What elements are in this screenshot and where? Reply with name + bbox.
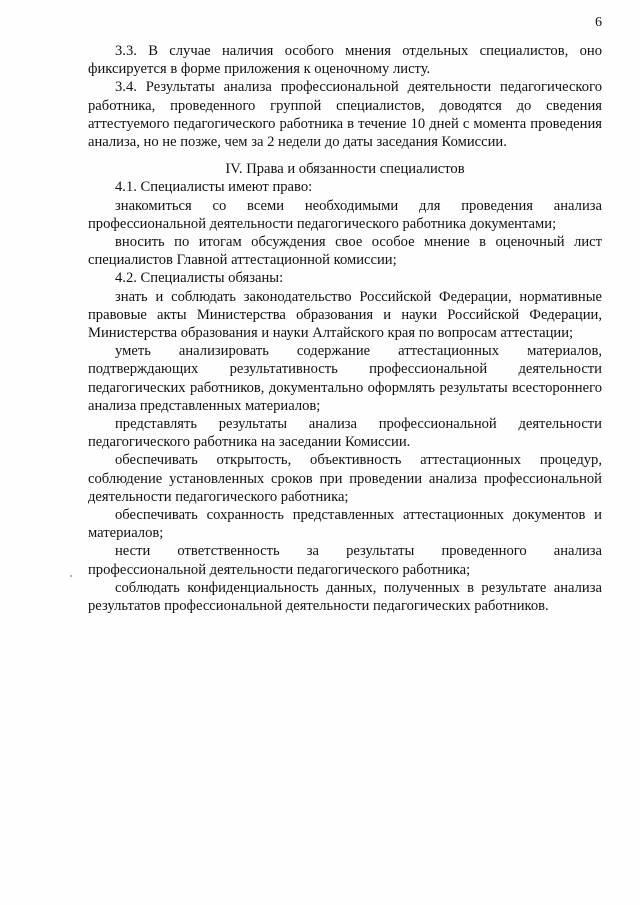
duties-item-3: представлять результаты анализа профессиональной деятельности педагогического работника на заседании Комиссии. — [88, 416, 602, 451]
duties-item-1: знать и соблюдать законодательство Российской Федерации, нормативные правовые акты Министерства образования и науки Российской Федерации, Министерства образования и науки Алтайского края по вопросам аттестации; — [88, 288, 602, 342]
paragraph-3-4: 3.4. Результаты анализа профессиональной деятельности педагогического работника, проведенного группой специалистов, доводятся до сведения аттестуемого педагогического работника в течение 10 дней с момента проведения анализа, но не позже, чем за 2 недели до даты заседания Комиссии. — [88, 79, 602, 151]
section-iv-heading: IV. Права и обязанности специалистов — [225, 161, 465, 178]
rights-item-2: вносить по итогам обсуждения свое особое мнение в оценочный лист специалистов Главной аттестационной комиссии; — [88, 234, 602, 269]
page-number: 6 — [595, 15, 602, 30]
duties-item-6: нести ответственность за результаты проведенного анализа профессиональной деятельности педагогического работника; — [88, 543, 602, 578]
document-body — [88, 42, 602, 615]
duties-item-5: обеспечивать сохранность представленных аттестационных документов и материалов; — [88, 507, 602, 542]
paragraph-4-2: 4.2. Специалисты обязаны: — [115, 270, 284, 287]
paragraph-4-1: 4.1. Специалисты имеют право: — [115, 179, 313, 196]
duties-item-2: уметь анализировать содержание аттестационных материалов, подтверждающих результативность профессиональной деятельности педагогических работников, документально оформлять результаты всестороннего анализа представленных материалов; — [88, 343, 602, 414]
duties-item-4: обеспечивать открытость, объективность аттестационных процедур, соблюдение установленных сроков при проведении анализа профессиональной деятельности педагогического работника; — [88, 452, 602, 505]
rights-item-1: знакомиться со всеми необходимыми для проведения анализа профессиональной деятельности педагогического работника документами; — [88, 197, 602, 232]
duties-item-7: соблюдать конфиденциальность данных, полученных в результате анализа результатов профессиональной деятельности педагогических работников. — [88, 579, 602, 615]
margin-mark — [70, 575, 72, 577]
paragraph-3-3: 3.3. В случае наличия особого мнения отдельных специалистов, оно фиксируется в форме приложения к оценочному листу. — [88, 43, 602, 78]
